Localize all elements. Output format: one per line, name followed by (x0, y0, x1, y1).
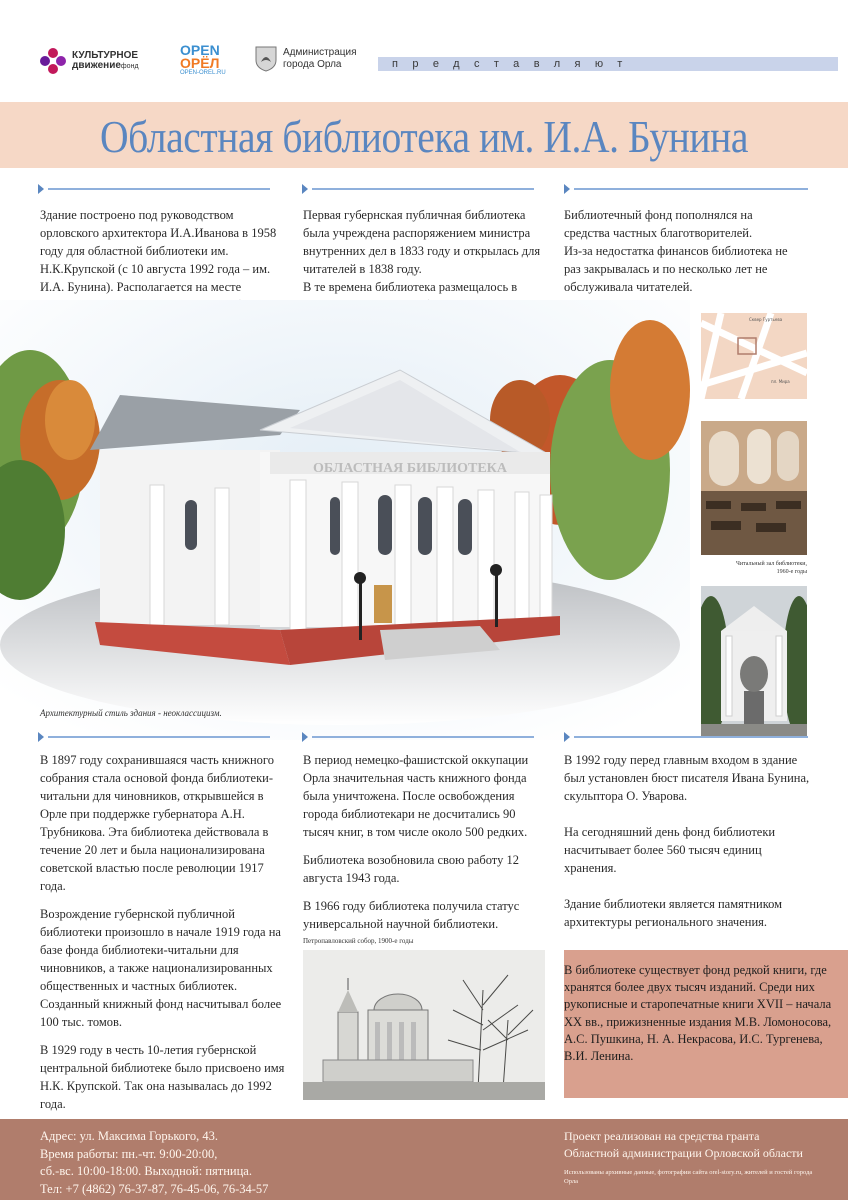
reading-hall-caption (701, 560, 807, 576)
reading-hall-image (701, 421, 807, 555)
phone[interactable]: Тел: +7 (4862) 76-37-87, 76-45-06, 76-34-57 (40, 1181, 269, 1196)
grant-info (564, 1128, 803, 1162)
flower-logo-icon (38, 46, 68, 76)
divider-col3-bottom (564, 732, 808, 742)
address: Адрес: ул. Максима Горького, 43. (40, 1129, 218, 1143)
hall-caption-line2: 1960-е годы (776, 569, 807, 575)
paragraph: Библиотечный фонд пополнялся на средства частных благотворителей. (564, 208, 753, 240)
building-caption: Архитектурный стиль здания - неоклассицизм. (40, 708, 222, 718)
column3-top (564, 206, 794, 306)
column1-bottom (40, 751, 285, 1123)
divider-col2-bottom (302, 732, 534, 742)
map-label: пл. Мира (771, 379, 790, 384)
paragraph: Здание библиотеки является памятником архитектуры регионального значения. (564, 897, 783, 929)
open-orel-bottom-text: ОРЁЛ (180, 55, 220, 71)
paragraph: Библиотека возобновила свою работу 12 августа 1943 года. (303, 853, 519, 885)
cathedral-photo[interactable] (303, 950, 545, 1100)
hall-caption-line1: Читальный зал библиотеки, (736, 561, 807, 567)
paragraph: В период немецко-фашистской оккупации Орла значительная часть книжного фонда была уничтожена. После освобождения города библиотекари не досчитались 90 тысяч книг, в том числе около 500 редких. (303, 753, 529, 839)
open-orel-top: OPEN (180, 42, 220, 58)
title-band (0, 102, 848, 168)
page-title: Областная библиотека им. И.А. Бунина (99, 111, 749, 162)
hours-weekend: сб.-вс. 10:00-18:00. Выходной: пятница. (40, 1164, 252, 1178)
open-orel-bottom (180, 57, 219, 70)
reading-hall-photo[interactable] (701, 421, 807, 555)
footer (0, 1119, 848, 1200)
credits-note: Использованы архивные данные, фотографии сайта orel-story.ru, жителей и гостей города Орла (564, 1169, 813, 1185)
hours-weekday: Время работы: пн.-чт. 9:00-20:00, (40, 1146, 218, 1161)
open-orel-site: OPEN-OREL.RU (180, 70, 226, 76)
paragraph: Здание построено под руководством орловского архитектора И.А.Иванова в 1958 году для областной библиотеки им. Н.К.Крупской (с 10 августа 1992 года – им. И.А. Бунина). Располагается на месте (40, 208, 277, 294)
logo-kd-line2: движение (72, 59, 121, 71)
divider-col2-top (302, 184, 534, 194)
paragraph: В 1966 году библиотека получила статус универсальной научной библиотеки. (303, 899, 520, 931)
rare-books-text: В библиотеке существует фонд редкой книги, где хранятся более двух тысяч изданий. Среди них рукописные и старопечатные книги XVII – начала XX вв., прижизненные издания М.В. Ломоносова, А.С. Пушкина, Н. А. Некрасова, И.С. Тургенева, В.И. Ленина. (564, 963, 832, 1064)
rare-books-box (564, 950, 848, 1098)
paragraph: Возрождение губернской публичной библиотеки произошло в начале 1919 года на базе фонда библиотеки-читальни для чиновников, а также национализированных общественных и частных библиотек. Созданный книжный фонд насчитывал более 100 тыс. томов. (40, 907, 282, 1029)
paragraph: Из-за недостатка финансов библиотека не раз закрывалась и по несколько лет не обслуживала читателей. (564, 244, 788, 294)
logo-kd-line1: КУЛЬТУРНОЕ (72, 49, 139, 61)
cathedral-caption: Петропавловский собор, 1900-е годы (303, 937, 414, 945)
cultural-movement-text (72, 51, 139, 72)
paragraph: В 1929 году в честь 10-летия губернской центральной библиотеке было присвоено имя Н.К. Крупской. Так она называлась до 1992 года. (40, 1043, 285, 1111)
present-text: представляют (392, 58, 637, 70)
open-orel-logo[interactable] (180, 44, 226, 76)
location-map[interactable] (701, 313, 807, 399)
divider-col1-bottom (38, 732, 270, 742)
grant-line1: Проект реализован на средства гранта (564, 1129, 760, 1143)
paragraph: В 1897 году сохранившаяся часть книжного собрания стала основой фонда библиотеки-читальни для чиновников, открывшейся в Орле при поддержке губернатора А.Н. Трубникова. Эта библиотека действовала в течение 20 лет и была национализирована советской властью после революции 1917 года. (40, 753, 274, 893)
cultural-movement-logo[interactable] (38, 46, 139, 76)
city-crest-icon (255, 46, 277, 72)
paragraph: В те времена библиотека размещалось в (303, 280, 518, 294)
building-sign: ОБЛАСТНАЯ БИБЛИОТЕКА (313, 461, 507, 476)
divider-col1-top (38, 184, 270, 194)
grant-line2: Областной администрации Орловской области (564, 1146, 803, 1160)
divider-col3-top (564, 184, 808, 194)
bust-image (701, 586, 807, 736)
city-administration-text (283, 47, 357, 71)
library-building-illustration (0, 300, 690, 740)
contact-info (40, 1128, 268, 1198)
present-bar (378, 57, 838, 71)
map-icon (701, 313, 807, 399)
column3-bottom (564, 751, 814, 941)
cathedral-image (303, 950, 545, 1100)
adm-line1: Администрация (283, 47, 357, 58)
logo-kd-line3: фонд (120, 62, 139, 70)
map-label: Сквер Гуртьева (749, 317, 783, 322)
column2-bottom (303, 751, 541, 943)
header (0, 0, 848, 100)
paragraph: В 1992 году перед главным входом в здание был установлен бюст писателя Ивана Бунина, скульптора О. Уварова. (564, 753, 810, 803)
paragraph: Первая губернская публичная библиотека была учреждена распоряжением министра внутренних дел в 1833 году и открылась для читателей в 1838 году. (303, 208, 541, 276)
paragraph: На сегодняшний день фонд библиотеки насчитывает более 560 тысяч единиц хранения. (564, 825, 776, 875)
city-administration-logo[interactable] (255, 46, 357, 72)
adm-line2: города Орла (283, 59, 342, 70)
bunin-bust-photo[interactable] (701, 586, 807, 736)
